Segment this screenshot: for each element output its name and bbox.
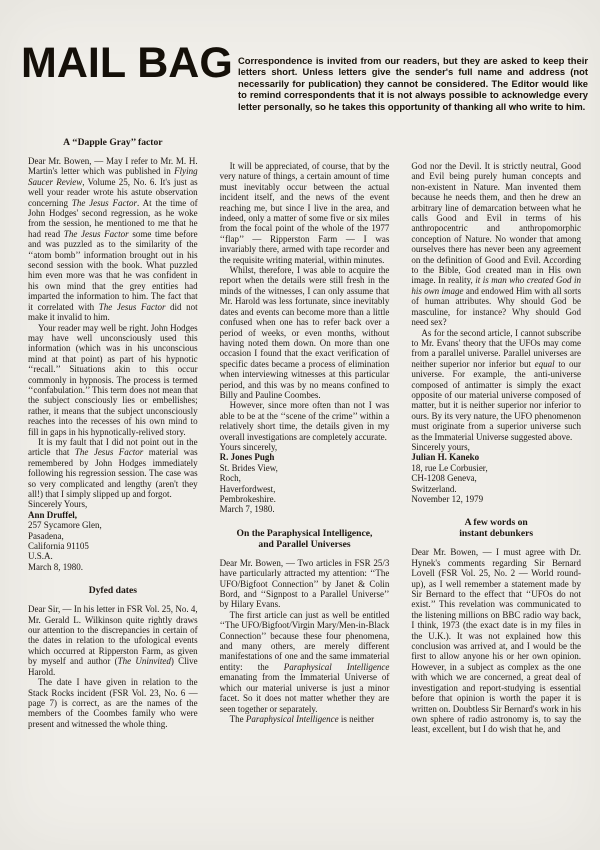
text-run: It will be appreciated, of course, that by the very nature of things, a certain amount of time must inevitably occur between the actual incident itself, and the news of the event reaching me, but since I live in the area, and indeed, only a matter of some five or six miles from the focal point of the whole of the 1977 ‘‘flap’’ — Ripperston Farm — I was invariably there, armed with tape recorder and the requisite writing material, within minutes.	[219, 161, 390, 265]
text-run: It is my fault that I did not point out in the article that	[28, 436, 198, 458]
text-run: Dear Mr. Bowen, — I must agree with Dr. Hynek's comments regarding Sir Bernard Lovell (FSR Vol. 25, No. 2 — World round-up), as I well remember a statement made by Sir Bernard to the effect that ‘‘UFOs do not exist.’’ This revelation was communicated to the listening millions on BBC radio way back, I think, 1973 (the exact date is in my files in the U.K.). It was not explained how this conclusion was arrived at, and I would be the first to allow anyone his or her own opinion. However, in a subject as complex as the one with which we are concerned, a great deal of investigation and report-studying is essential before that opinion is worth the paper it is written on. Doubtless Sir Bernard's work in his own sphere of radio astronomy is, to say the least, excellent, but I do wish that he, and	[411, 547, 581, 735]
signature-line: CH-1208 Geneva,	[411, 473, 477, 484]
signature-line: U.S.A.	[28, 551, 53, 562]
text-run: emanating from the Immaterial Universe of which our material universe is just a minor facet. So it does not matter whether they are seen together or separately.	[219, 672, 390, 714]
text-run: However, since more often than not I was able to be at the ‘‘scene of the crime’’ within a relatively short time, the details given in my overall investigations are completely accurate.	[219, 400, 390, 442]
italic-text: The Jesus Factor	[71, 197, 138, 208]
text-run: God nor the Devil. It is strictly neutral, Good and Evil being purely human concepts and non-existent in Nature. Man invented them because he needs them, and then he drew an arbitrary line of demarcation between what he calls Good and Evil in terms of his anthropocentric and anthropomorphic conception of Nature. No wonder that among ourselves there has never been any agreement on the definition of Good and Evil. According to the Bible, God created man in His own image. In reality,	[411, 161, 581, 286]
italic-text: The Jesus Factor	[74, 447, 144, 458]
text-run: some time before and was puzzled as to the similarity of the ‘‘atom bomb’’ information brought out in his second session with the book. What puzzled him even more was that he was confident in his own mind that the grey entities had imparted the information to him. The fact that it correlated with	[28, 228, 198, 312]
italic-text: Paraphysical Intelligence	[283, 661, 390, 672]
text-run: , Volume 25, No. 6. It's just as well your reader wrote his astute observation concerning	[28, 176, 198, 208]
column-1	[28, 131, 198, 843]
heading-line: instant debunkers	[459, 528, 534, 540]
heading-line: On the Paraphysical Intelligence,	[236, 527, 373, 539]
signature-line: St. Brides View,	[219, 462, 278, 473]
italic-text: Flying Saucer Review	[28, 166, 198, 187]
text-run: The	[229, 713, 246, 724]
text-run: material was remembered by John Hodges immediately following his regression session. The case was so very complicated and lengthy (aren't they all!) that I simply slipped up and forgot.	[28, 447, 198, 499]
signature-line: Haverfordwest,	[219, 483, 276, 494]
letter-paragraph	[220, 610, 390, 714]
text-run: did not make it invalid to him.	[28, 301, 198, 323]
letter-paragraph	[411, 328, 581, 442]
page-title: MAIL BAG	[21, 39, 233, 87]
letter-paragraph	[28, 604, 198, 677]
text-run: Dear Sir, — In his letter in FSR Vol. 25, No. 4, Mr. Gerald L. Wilkinson quite rightly draws our attention to the discrepancies in certain of the dates in relation to the ufological events which occurred at Ripperston Farm, as given by myself and author (	[28, 604, 198, 667]
italic-text: The Jesus Factor	[98, 301, 166, 312]
text-run: . At the time of John Hodges' second regression, as he woke from the session, he mentioned to me that he had read	[28, 197, 198, 239]
letter-heading	[28, 585, 198, 596]
signature-line: Pasadena,	[28, 530, 64, 541]
correspondent-name: R. Jones Pugh	[219, 452, 275, 463]
heading-line: and Parallel Universes	[258, 538, 351, 550]
text-run: As for the second article, I cannot subscribe to Mr. Evans' theory that the UFOs may come from a parallel universe. Parallel universes are neither superior nor inferior but	[411, 327, 581, 369]
text-run: Whilst, therefore, I was able to acquire the report when the details were still fresh in the minds of the witnesses, I can only assume that Mr. Harold was less fortunate, since inevitably dates and events can become more than a little confused when one has to refer back over a period of weeks, or even months, without having noted them down. On more than one occasion I found that the exact verification of specific dates became a process of elimination when interviewing witnesses at this particular period, and this was by no means confined to Billy and Pauline Coombes.	[219, 265, 390, 400]
letter-paragraph	[411, 161, 581, 328]
text-run: is neither	[338, 713, 375, 724]
column-3	[411, 131, 581, 843]
letter-paragraph	[28, 677, 198, 729]
correspondent-name: Julian H. Kaneko	[411, 452, 480, 463]
column-2	[220, 131, 390, 843]
signature-line: Roch,	[219, 473, 241, 484]
letter-paragraph	[28, 437, 198, 499]
signature-line: Switzerland.	[411, 483, 457, 494]
letter-heading	[411, 517, 581, 539]
letter-paragraph	[411, 547, 581, 734]
signature-line: March 8, 1980.	[28, 561, 83, 572]
correspondent-name: Ann Druffel,	[28, 509, 77, 520]
letter-paragraph	[28, 156, 198, 323]
text-run: Dear Mr. Bowen, — May I refer to Mr. M. H. Martin's letter which was published in	[28, 156, 198, 177]
letter-paragraph	[220, 714, 390, 724]
text-run: Your reader may well be right. John Hodges may have well unconsciously used this information (which was in his unconscious mind at that point) as part of his hypnotic ‘‘recall.’’ Situations akin to this occur commonly in hypnosis. The process is termed ‘‘confabulation.’’ This term does not mean that the subject consciously lies or embellishes; rather, it means that the subject unconsciously reaches into the recesses of his own mind to fill in gaps in his hypnotically-relived story.	[28, 322, 198, 437]
italic-text: Paraphysical Intelligence	[245, 713, 339, 724]
signature-line: 18, rue Le Corbusier,	[411, 462, 488, 473]
text-run: The first article can just as well be entitled ‘‘The UFO/Bigfoot/Virgin Mary/Men-in-Black Connection’’ because these four phenomena, and many others, are merely different manifestations of one and the same immaterial entity: the	[219, 609, 390, 672]
italic-text: The Jesus Factor	[63, 228, 129, 239]
signature-line: Yours sincerely,	[219, 441, 278, 452]
letter-heading	[220, 528, 390, 550]
heading-line: Dyfed dates	[88, 585, 137, 597]
heading-line: A few words on	[464, 517, 528, 529]
text-run: Dear Mr. Bowen, — Two articles in FSR 25/3 have particularly attracted my attention: ‘‘The UFO/Bigfoot Connection’’ by Janet & Colin Bord, and ‘‘Signpost to a Parallel Universe’’ by Hilary Evans.	[219, 557, 390, 610]
letters-columns	[28, 131, 581, 843]
editor-notice: Correspondence is invited from our readers, but they are asked to keep their letters short. Unless letters give the sender's full name and address (not necessarily for publication) they cannot be considered. The Editor would like to remind correspondents that it is not always possible to acknowledge every letter personally, so he takes this opportunity of thanking all who write to him.	[238, 55, 588, 112]
letter-paragraph	[220, 558, 390, 610]
signature-line: Sincerely Yours,	[28, 499, 88, 510]
text-run: ) Clive Harold.	[28, 656, 198, 677]
letter-paragraph	[220, 400, 390, 442]
letter-paragraph	[220, 265, 390, 400]
text-run: and endowed Him with all sorts of human attributes. Why should God be masculine, for instance? Why should God need sex?	[411, 285, 581, 328]
italic-text: it is man who created God in his own image	[411, 275, 581, 296]
letter-heading	[28, 137, 198, 148]
letter-paragraph	[220, 161, 390, 265]
signature-line: California 91105	[28, 541, 89, 552]
signature-line: Pembrokeshire.	[219, 494, 276, 504]
signature-line: Sincerely yours,	[411, 441, 470, 452]
text-run: to our universe. For example, the anti-universe composed of antimatter is simply the exact opposite of our material universe composed of matter, but it is neither superior nor inferior to ours. By its very nature, the UFO phenomenon must originate from a superior universe such as the Immaterial Universe suggested above.	[411, 358, 581, 442]
signature-line: March 7, 1980.	[219, 504, 275, 515]
italic-text: equal	[534, 358, 555, 369]
italic-text: The Uninvited	[117, 656, 171, 667]
heading-line: A ‘‘Dapple Gray’’ factor	[63, 137, 163, 148]
text-run: The date I have given in relation to the Stack Rocks incident (FSR Vol. 23, No. 6 — page 7) is correct, as are the names of the members of the Coombes family who were present and witnessed the whole thing.	[28, 677, 198, 729]
letter-paragraph	[28, 323, 198, 437]
signature-line: November 12, 1979	[411, 494, 484, 504]
signature-line: 257 Sycamore Glen,	[28, 520, 102, 531]
